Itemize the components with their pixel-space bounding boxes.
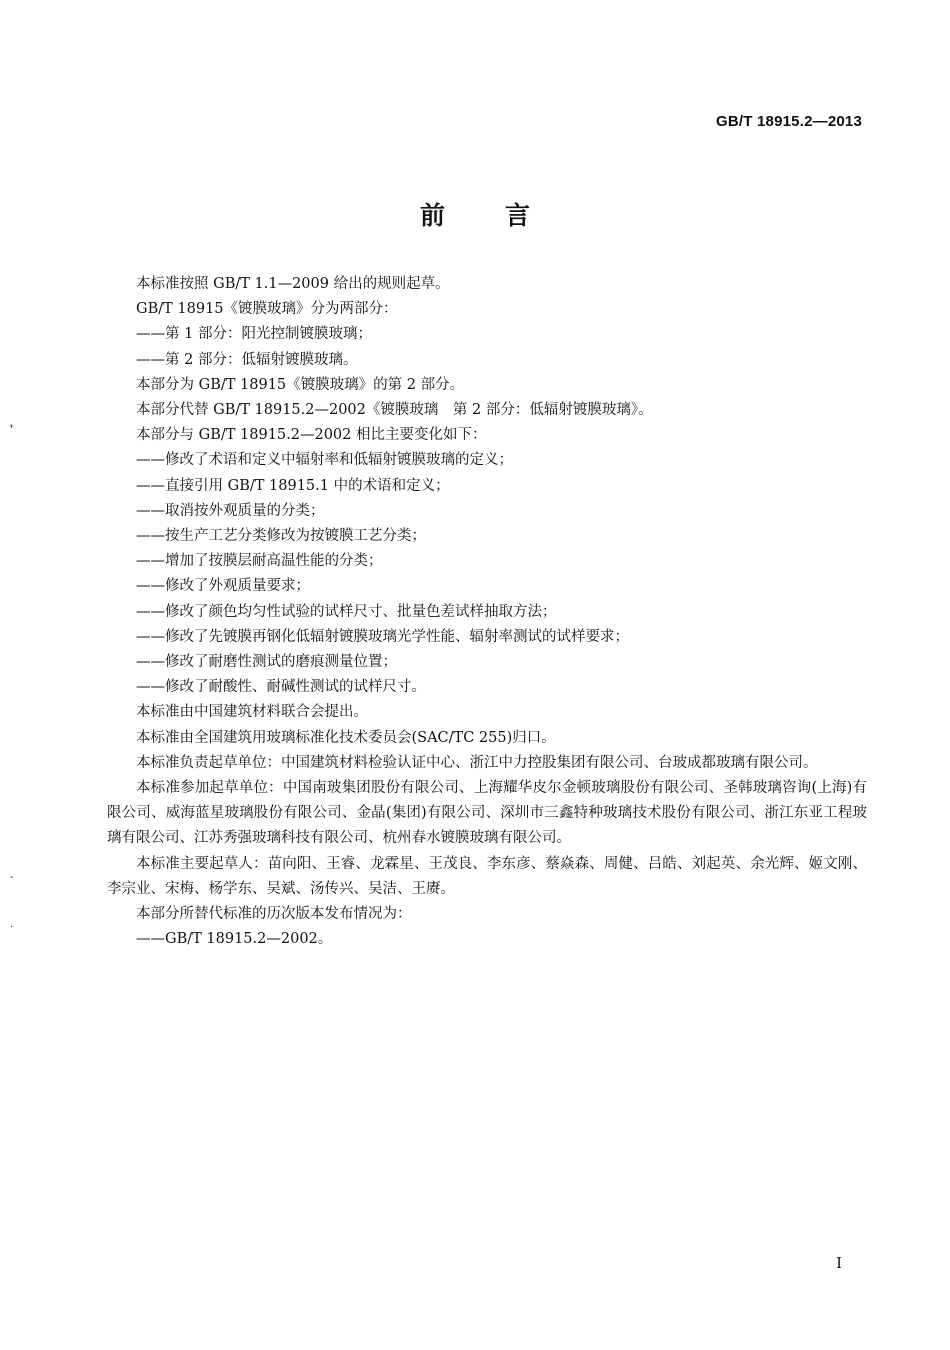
list-item: ——第 1 部分：阳光控制镀膜玻璃； bbox=[136, 326, 372, 343]
paragraph: 本标准负责起草单位：中国建筑材料检验认证中心、浙江中力控股集团有限公司、台玻成都玻璃有限公司。 bbox=[136, 754, 818, 771]
paragraph: 本标准主要起草人：苗向阳、王睿、龙霖星、王茂良、李东彦、蔡焱森、周健、吕皓、刘起英、余光辉、姬文刚、李宗业、宋梅、杨学东、吴斌、汤传兴、吴洁、王赓。 bbox=[107, 855, 867, 897]
list-item: ——直接引用 GB/T 18915.1 中的术语和定义； bbox=[136, 477, 450, 494]
scan-mark: · bbox=[10, 922, 14, 933]
paragraph: 本部分与 GB/T 18915.2—2002 相比主要变化如下： bbox=[136, 427, 487, 444]
list-item: ——第 2 部分：低辐射镀膜玻璃。 bbox=[136, 351, 358, 368]
paragraph: 本部分为 GB/T 18915《镀膜玻璃》的第 2 部分。 bbox=[136, 376, 465, 393]
paragraph: 本标准参加起草单位：中国南玻集团股份有限公司、上海耀华皮尔金顿玻璃股份有限公司、圣韩玻璃咨询(上海)有限公司、威海蓝星玻璃股份有限公司、金晶(集团)有限公司、深圳市三鑫特种玻璃技术股份有限公司、浙江东亚工程玻璃有限公司、江苏秀强玻璃科技有限公司、杭州春水镀膜玻璃有限公司。 bbox=[107, 780, 867, 847]
list-item: ——修改了术语和定义中辐射率和低辐射镀膜玻璃的定义； bbox=[136, 452, 513, 469]
list-item: ——按生产工艺分类修改为按镀膜工艺分类； bbox=[136, 528, 426, 545]
paragraph: GB/T 18915《镀膜玻璃》分为两部分： bbox=[136, 301, 398, 318]
list-item: ——修改了先镀膜再钢化低辐射镀膜玻璃光学性能、辐射率测试的试样要求； bbox=[136, 628, 629, 645]
standard-number: GB/T 18915.2—2013 bbox=[716, 113, 862, 130]
page-title: 前言 bbox=[419, 201, 590, 230]
list-item: ——增加了按膜层耐高温性能的分类； bbox=[136, 553, 383, 570]
list-item: ——GB/T 18915.2—2002。 bbox=[136, 931, 333, 948]
list-item: ——修改了耐磨性测试的磨痕测量位置； bbox=[136, 654, 397, 671]
list-item: ——修改了外观质量要求； bbox=[136, 578, 310, 595]
preface-body bbox=[107, 272, 867, 952]
paragraph: 本部分代替 GB/T 18915.2—2002《镀膜玻璃 第 2 部分：低辐射镀膜玻璃》。 bbox=[136, 402, 653, 419]
list-item: ——修改了耐酸性、耐碱性测试的试样尺寸。 bbox=[136, 679, 426, 696]
paragraph: 本部分所替代标准的历次版本发布情况为： bbox=[136, 906, 412, 923]
scan-mark: - bbox=[10, 872, 14, 883]
paragraph: 本标准由全国建筑用玻璃标准化技术委员会(SAC/TC 255)归口。 bbox=[136, 729, 556, 746]
list-item: ——修改了颜色均匀性试验的试样尺寸、批量色差试样抽取方法； bbox=[136, 603, 557, 620]
list-item: ——取消按外观质量的分类； bbox=[136, 502, 325, 519]
paragraph: 本标准由中国建筑材料联合会提出。 bbox=[136, 704, 368, 721]
page-number: I bbox=[836, 1254, 842, 1272]
scan-mark: ❜ bbox=[10, 424, 14, 435]
paragraph: 本标准按照 GB/T 1.1—2009 给出的规则起草。 bbox=[136, 276, 450, 292]
